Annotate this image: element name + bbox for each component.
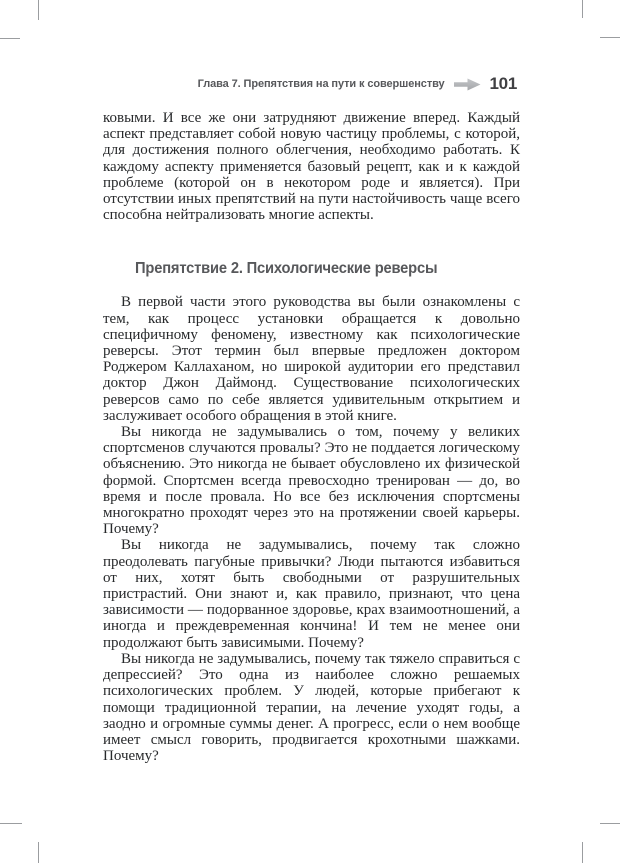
crop-mark-top-right-vertical <box>582 0 583 18</box>
crop-mark-top-left-vertical <box>38 0 39 20</box>
page-body <box>103 110 520 764</box>
chapter-title: Глава 7. Препятствия на пути к совершенству <box>197 78 445 90</box>
right-arrow-icon <box>454 78 481 91</box>
page-number: 101 <box>489 74 517 93</box>
crop-mark-bottom-right-horizontal <box>600 823 620 824</box>
crop-mark-bottom-right-vertical <box>582 842 583 863</box>
paragraph: В первой части этого руководства вы были ознакомлены с тем, как процесс установки обращается к довольно специфичному феномену, известному как психологические реверсы. Этот термин был впервые предложен доктором Роджером Каллаханом, но широкой аудитории его представил доктор Джон Даймонд. Существование психологических реверсов само по себе является удивительным открытием и заслуживает особого обращения в этой книге. <box>103 294 520 424</box>
crop-mark-top-left-horizontal <box>0 38 20 39</box>
crop-mark-bottom-left-vertical <box>38 842 39 863</box>
crop-mark-bottom-left-horizontal <box>0 823 22 824</box>
paragraph: Вы никогда не задумывались о том, почему у великих спортсменов случаются провалы? Это не поддается логическому объяснению. Это никогда не бывает обусловлено их физической формой. Спортсмен всегда превосходно тренирован — до, во время и после провала. Но все без исключения спортсмены многократно проходят через это на протяжении своей карьеры. Почему? <box>103 424 520 538</box>
running-head <box>198 74 517 94</box>
paragraph: Вы никогда не задумывались, почему так сложно преодолевать пагубные привычки? Люди пытаются избавиться от них, хотят быть свободными от разрушительных пристрастий. Они знают и, как правило, признают, что цена зависимости — подорванное здоровье, крах взаимоотношений, а иногда и преждевременная кончина! И тем не менее они продолжают быть зависимыми. Почему? <box>103 537 520 651</box>
paragraph: Вы никогда не задумывались, почему так тяжело справиться с депрессией? Это одна из наиболее сложно решаемых психологических проблем. У людей, которые прибегают к помощи традиционной терапии, на лечение уходят годы, а заодно и огромные суммы денег. А прогресс, если о нем вообще имеет смысл говорить, продвигается крохотными шажками. Почему? <box>103 650 520 765</box>
paragraph-continued: ковыми. И все же они затрудняют движение вперед. Каждый аспект представляет собой новую частицу проблемы, с которой, для достижения полного облегчения, необходимо работать. К каждому аспекту применяется базовый рецепт, как и к каждой проблеме (которой он в некотором роде и является). При отсутствии иных препятствий на пути настойчивость чаще всего способна нейтрализовать многие аспекты. <box>103 110 520 224</box>
section-heading: Препятствие 2. Психологические реверсы <box>135 260 438 278</box>
crop-mark-top-right-horizontal <box>600 37 620 38</box>
